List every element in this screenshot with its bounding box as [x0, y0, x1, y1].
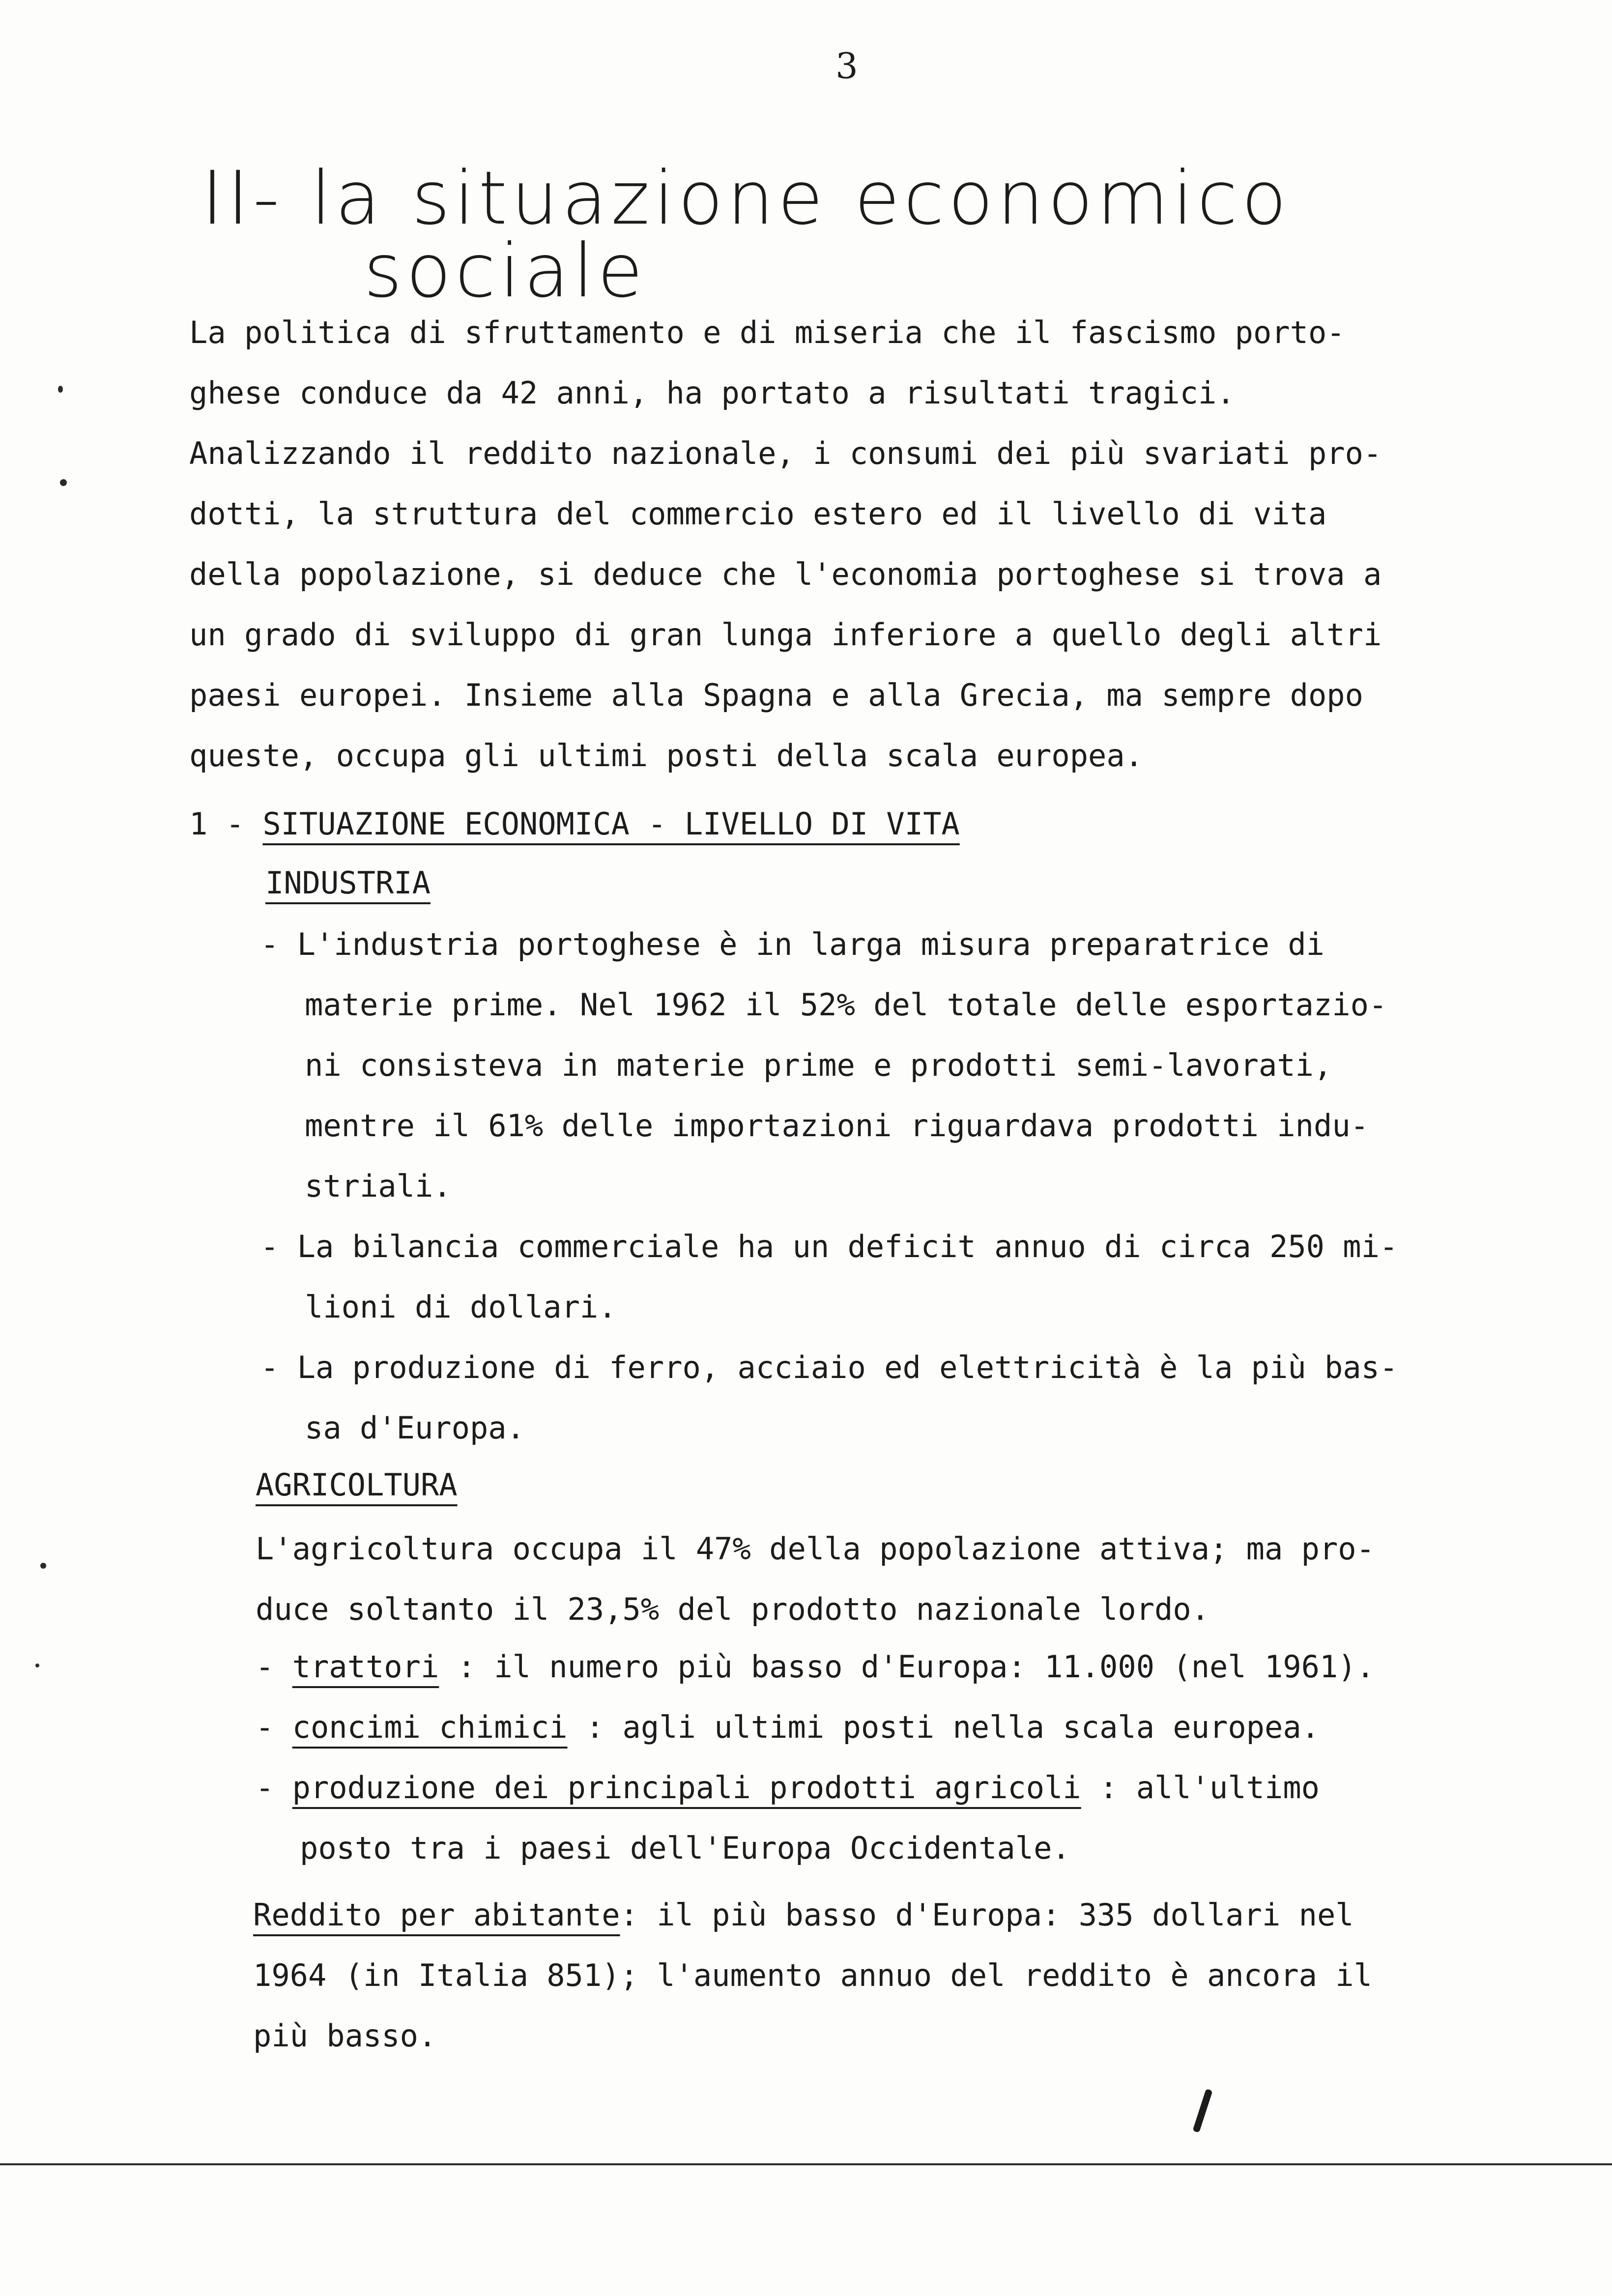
agricoltura-item — [256, 1636, 1375, 1697]
reddito-line: più basso. — [253, 2018, 437, 2054]
agricoltura-item — [256, 1757, 1375, 1818]
reddito-line — [253, 1885, 1372, 1945]
scan-speck — [58, 386, 63, 393]
agricoltura-item-text: : il numero più basso d'Europa: 11.000 (nel 1961). — [439, 1649, 1375, 1685]
agricoltura-list — [256, 1636, 1375, 1878]
agricoltura-item-text: : all'ultimo — [1081, 1770, 1320, 1806]
chapter-title-line1: II- la situazione economico — [202, 156, 1291, 241]
industria-item-line: sa d'Europa. — [305, 1410, 525, 1446]
intro-line: un grado di sviluppo di gran lunga inferiore a quello degli altri — [189, 617, 1382, 653]
industria-item-line: - L'industria portoghese è in larga misura preparatrice di — [260, 926, 1324, 962]
page-number: 3 — [835, 45, 858, 86]
ink-mark — [1192, 2089, 1212, 2133]
industria-heading-text: INDUSTRIA — [265, 865, 431, 901]
page-bottom-rule — [0, 2163, 1612, 2165]
chapter-title-line2: sociale — [364, 229, 647, 314]
agricoltura-item-text: : agli ultimi posti nella scala europea. — [567, 1709, 1320, 1745]
agricoltura-item-continuation: posto tra i paesi dell'Europa Occidentale. — [300, 1830, 1070, 1866]
section-number: 1 - — [189, 806, 263, 842]
agricoltura-item-term: produzione dei principali prodotti agricoli — [292, 1770, 1081, 1806]
industria-item — [260, 1216, 1398, 1337]
list-dash: - — [256, 1709, 292, 1745]
industria-heading — [265, 853, 431, 913]
list-dash: - — [256, 1649, 292, 1685]
agricoltura-item — [256, 1697, 1375, 1757]
intro-line: queste, occupa gli ultimi posti della scala europea. — [189, 738, 1144, 774]
industria-item-line: - La produzione di ferro, acciaio ed elettricità è la più bas- — [260, 1349, 1398, 1385]
industria-item — [260, 1337, 1398, 1458]
agricoltura-intro-line: duce soltanto il 23,5% del prodotto nazionale lordo. — [256, 1591, 1210, 1627]
industria-item-line: mentre il 61% delle importazioni riguardava prodotti indu- — [305, 1108, 1369, 1144]
industria-item-line: - La bilancia commerciale ha un deficit annuo di circa 250 mi- — [260, 1229, 1398, 1264]
intro-line: Analizzando il reddito nazionale, i consumi dei più svariati pro- — [189, 435, 1382, 471]
scan-speck — [40, 1563, 46, 1569]
section-heading — [189, 794, 960, 854]
intro-line: dotti, la struttura del commercio estero ed il livello di vita — [189, 496, 1327, 532]
section-heading-text: SITUAZIONE ECONOMICA - LIVELLO DI VITA — [262, 806, 960, 842]
intro-line: paesi europei. Insieme alla Spagna e alla Grecia, ma sempre dopo — [189, 677, 1363, 713]
scan-speck — [35, 1664, 39, 1667]
intro-line: La politica di sfruttamento e di miseria che il fascismo porto- — [189, 315, 1345, 350]
intro-line: ghese conduce da 42 anni, ha portato a risultati tragici. — [189, 375, 1235, 411]
agricoltura-heading-text: AGRICOLTURA — [256, 1467, 458, 1503]
intro-line: della popolazione, si deduce che l'economia portoghese si trova a — [189, 556, 1382, 592]
reddito-line: 1964 (in Italia 851); l'aumento annuo del reddito è ancora il — [253, 1957, 1372, 1993]
intro-paragraph — [189, 302, 1382, 786]
reddito-paragraph — [253, 1885, 1372, 2066]
scan-speck — [60, 479, 67, 486]
industria-item — [260, 914, 1398, 1216]
agricoltura-heading — [256, 1455, 458, 1515]
industria-item-line: lioni di dollari. — [305, 1289, 617, 1325]
agricoltura-item-term: concimi chimici — [292, 1709, 568, 1745]
agricoltura-intro-line: L'agricoltura occupa il 47% della popolazione attiva; ma pro- — [256, 1531, 1375, 1567]
agricoltura-intro — [256, 1519, 1375, 1639]
reddito-text: : il più basso d'Europa: 335 dollari nel — [620, 1897, 1354, 1933]
reddito-term: Reddito per abitante — [253, 1897, 620, 1933]
industria-item-line: ni consisteva in materie prime e prodotti semi-lavorati, — [305, 1047, 1332, 1083]
industria-item-line: striali. — [305, 1168, 452, 1204]
list-dash: - — [256, 1770, 292, 1806]
industria-item-line: materie prime. Nel 1962 il 52% del totale delle esportazio- — [305, 987, 1387, 1023]
industria-list — [260, 914, 1398, 1458]
chapter-title — [202, 156, 1430, 314]
agricoltura-item-term: trattori — [292, 1649, 439, 1685]
